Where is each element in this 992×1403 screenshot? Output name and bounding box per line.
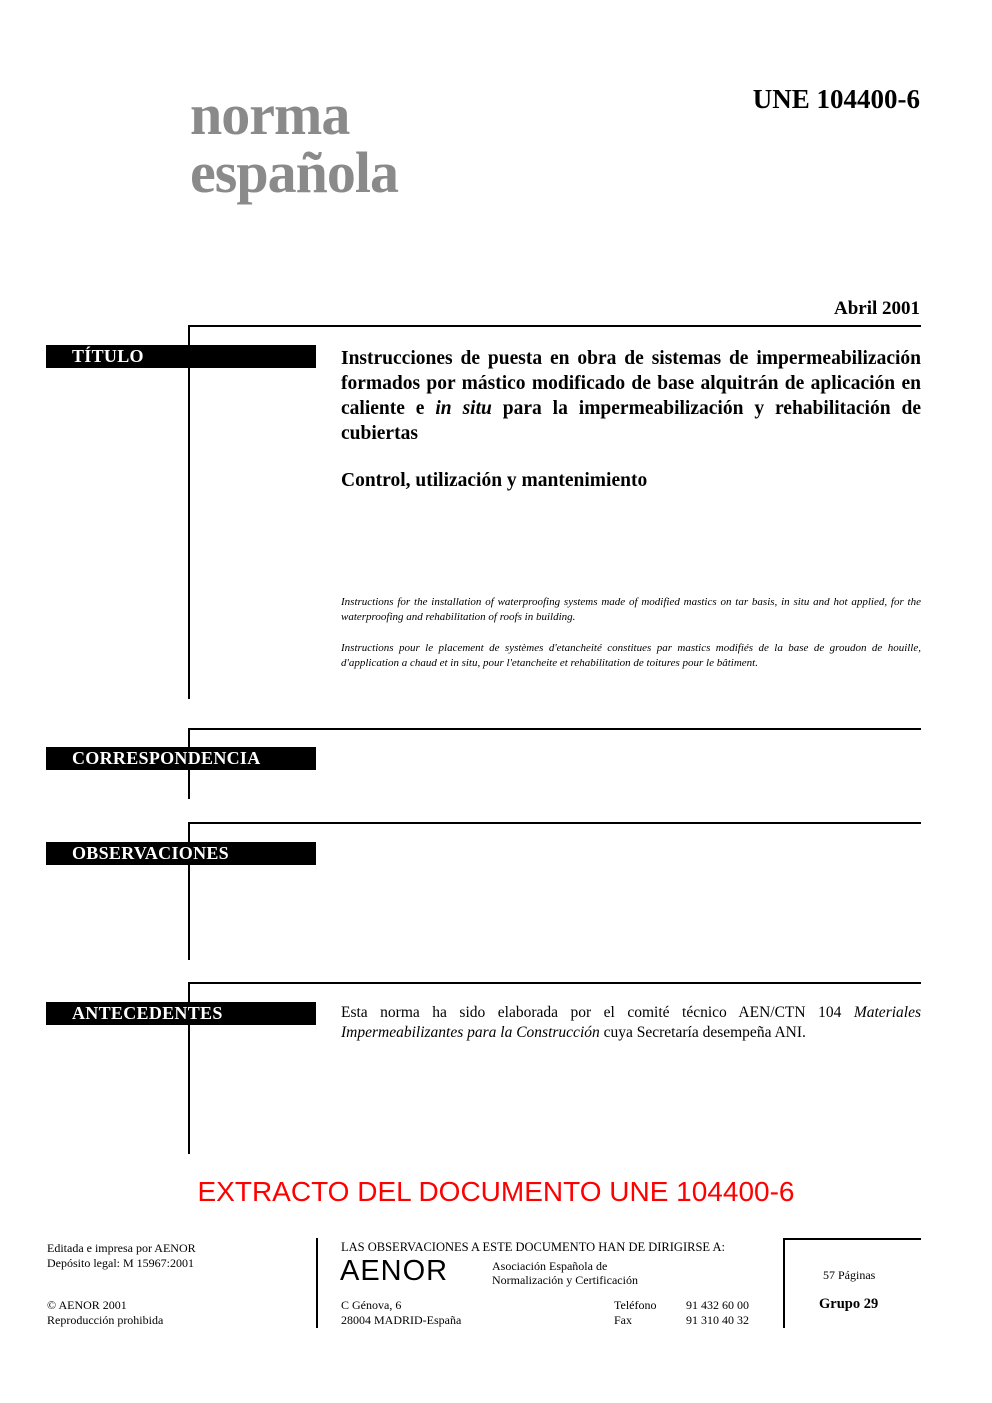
document-subtitle: Control, utilización y mantenimiento: [341, 470, 648, 491]
section-vertical-rule: [188, 325, 190, 699]
footer-address-line-1: C Génova, 6: [341, 1298, 402, 1312]
antecedentes-text-start: Esta norma ha sido elaborada por el comité técnico AEN/CTN 104: [341, 1004, 854, 1021]
section-label-titulo: TÍTULO: [46, 345, 316, 368]
publication-date: Abril 2001: [833, 298, 920, 319]
antecedentes-text: [341, 1003, 921, 1043]
section-label-correspondencia: CORRESPONDENCIA: [46, 747, 316, 770]
footer-fax: 91 310 40 32: [686, 1313, 749, 1327]
footer-phone: 91 432 60 00: [686, 1298, 749, 1312]
footer-pages: 57 Páginas: [823, 1268, 876, 1282]
section-label-antecedentes: ANTECEDENTES: [46, 1002, 316, 1025]
footer-phone-label: Teléfono: [614, 1298, 657, 1312]
title-french: Instructions pour le placement de systèmes d'etancheité constitues par mastics modifiés de la base de groudon de houille, d'application a chaud et in situ, pour l'etancheite et rehabilitation de toitures pour le bâtiment.: [341, 642, 921, 669]
title-italic: in situ: [435, 398, 492, 419]
section-divider: [188, 822, 921, 824]
footer-box-top: [783, 1238, 921, 1240]
section-label-observaciones: OBSERVACIONES: [46, 842, 316, 865]
aenor-logo: AENOR: [340, 1255, 449, 1287]
title-text-end: para la impermeabilización y rehabilitación de cubiertas: [341, 398, 921, 444]
document-title: [341, 346, 921, 446]
footer-copyright: © AENOR 2001: [47, 1298, 127, 1312]
title-english: Instructions for the installation of waterproofing systems made of modified mastics on tar basis, in situ and hot applied, for the waterproofing and rehabilitation of roofs in building.: [341, 596, 921, 623]
extract-notice: EXTRACTO DEL DOCUMENTO UNE 104400-6: [197, 1176, 795, 1207]
footer-group: Grupo 29: [819, 1296, 879, 1312]
footer-divider-right: [783, 1238, 785, 1328]
brand-line-1: norma: [190, 82, 350, 147]
footer-address-line-2: 28004 MADRID-España: [341, 1313, 462, 1327]
brand-line-2: española: [190, 140, 398, 205]
standard-code: UNE 104400-6: [752, 84, 920, 114]
footer-divider-left: [316, 1238, 318, 1328]
footer-fax-label: Fax: [614, 1313, 632, 1327]
section-divider: [188, 982, 921, 984]
section-divider: [188, 728, 921, 730]
antecedentes-italic: Materiales Impermeabilizantes para la Construcción: [341, 1004, 921, 1041]
footer-deposit: Depósito legal: M 15967:2001: [47, 1256, 194, 1270]
antecedentes-text-end: cuya Secretaría desempeña ANI.: [599, 1024, 806, 1041]
footer-reproduction: Reproducción prohibida: [47, 1313, 164, 1327]
footer-observations-header: LAS OBSERVACIONES A ESTE DOCUMENTO HAN DE DIRIGIRSE A:: [341, 1240, 725, 1254]
section-divider: [188, 325, 921, 327]
title-text: Instrucciones de puesta en obra de sistemas de impermeabilización formados por mástico modificado de base alquitrán de aplicación en caliente e: [341, 348, 921, 419]
footer-assoc-line-1: Asociación Española de: [492, 1259, 608, 1273]
footer-edited: Editada e impresa por AENOR: [47, 1241, 196, 1255]
footer-assoc-line-2: Normalización y Certificación: [492, 1273, 638, 1287]
